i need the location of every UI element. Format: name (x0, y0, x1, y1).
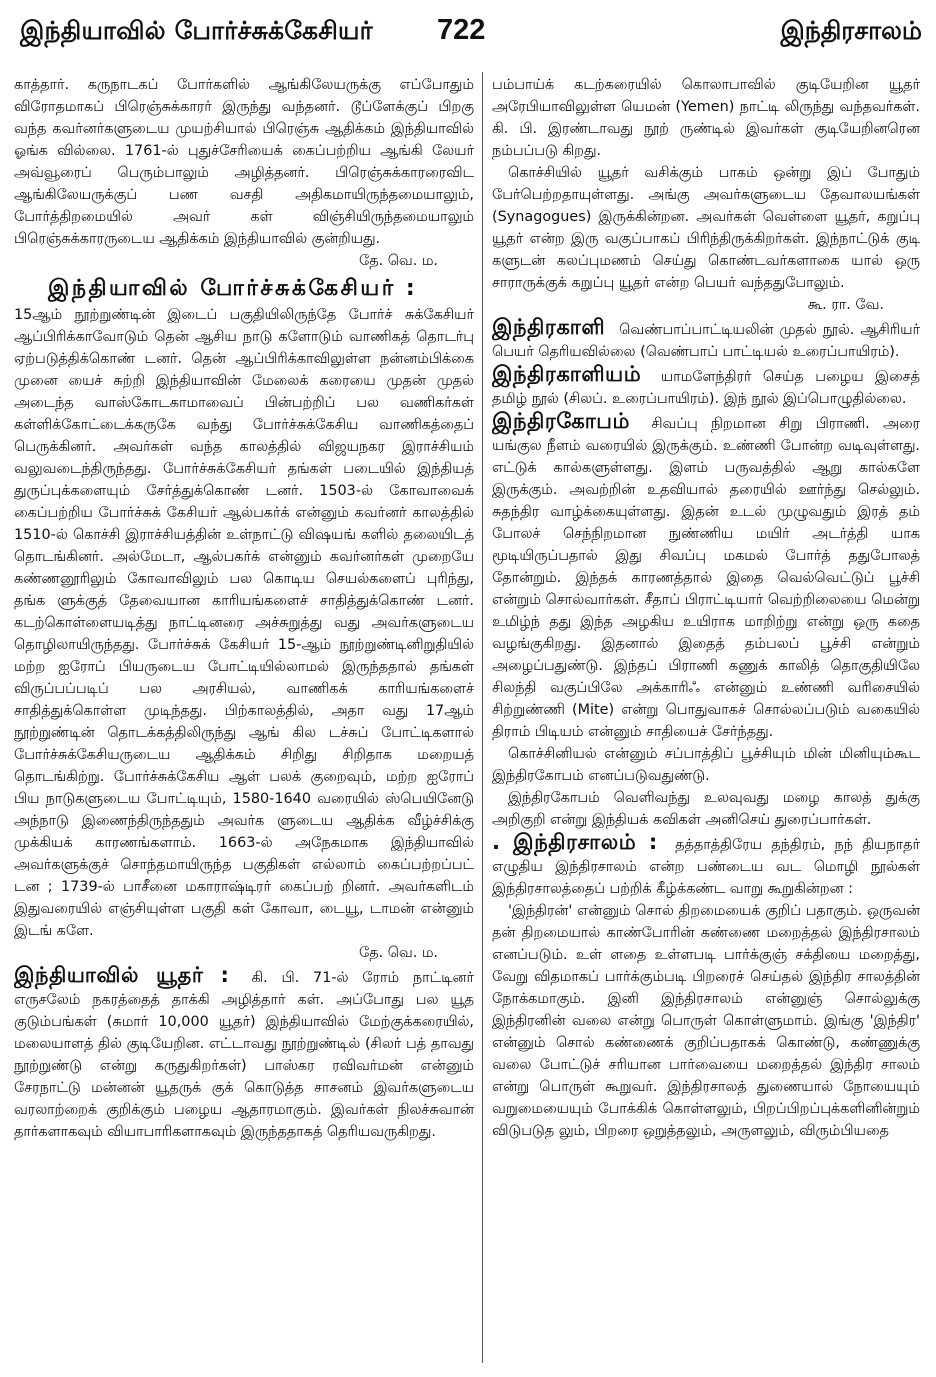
running-header (0, 0, 936, 60)
entry (14, 964, 474, 1143)
right-column (492, 74, 920, 1365)
left-column (14, 74, 474, 1365)
paragraph (14, 304, 474, 964)
paragraph (492, 787, 920, 831)
paragraph-text: 'இந்திரன்' என்னும் சொல் திறமையைக் குறிப் பதாகும். ஒருவன் தன் திறமையால் காண்போரின் கண்ணை மறைத்தல் இந்திரசாலம் எனப்படும். உள் ளதை உள்ளபடி பார்க்குஞ் சக்தியை மறைத்து, வேறு விதமாகப் பார்க்கும்படி பிறரைச் செய்தல் இந்திர சாலத்தின் நோக்கமாகும். இனி இந்திரசாலம் என்னுஞ் சொல்லுக்கு இந்திரனின் வலை என்று பொருள் கொள்ளுமாம். இங்கு 'இந்திர' என்னும் சொல் கண்ணைக் குறிப்பதாகக் கொண்டு, கண்ணுக்கு வலை போட்டுச் சரியான பார்வையை மறைத்தல் இந்திர சாலம் என்று பொருள் கூறுவர். இந்திரசாலத் துணையால் நோயையும் வறுமையையும் போக்கிக் கொள்ளலும், பிறப்பிறப்புக்களினின்றும் விடுபடுத லும், பிறரை ஒறுத்தலும், அருளலும், விரும்பியதை (492, 903, 920, 1139)
entry (492, 831, 920, 900)
header-left-title: இந்தியாவில் போர்ச்சுக்கேசியர் (20, 16, 373, 45)
header-right-title: இந்திரசாலம் (780, 16, 922, 45)
paragraph (492, 74, 920, 162)
entry-text: தத்தாத்திரேய தந்திரம், நந் தியநாதர் எழுதிய இந்திரசாலம் என்ற பண்டைய வட மொழி நூல்கள் இந்திரசாலத்தைப் பற்றிக் கீழ்க்கண்ட வாறு கூறுகின்றன : (492, 837, 920, 897)
page-number: 722 (437, 14, 486, 46)
paragraph (492, 162, 920, 316)
paragraph-text: 15ஆம் நூற்றுண்டின் இடைப் பகுதியிலிருந்தே போர்ச் சுக்கேசியர் ஆப்பிரிக்காவோடும் தென் ஆசிய நாடு களோடும் வாணிகத் தொடர்பு ஏற்படுத்திக்கொண் டனர். தென் ஆப்பிரிக்காவிலுள்ள நன்னம்பிக்கை முனை யைச் சுற்றி இந்தியாவின் மேலைக் கரையை முதன் முதல் அடைந்த வாஸ்கோடகாமாவைப் பின்பற்றிப் பல வணிகர்கள் கள்ளிக்கோட்டைக்கருகே வந்து போர்ச்சுக்கேசிய வாணிகத்தைப் பெருக்கினர். அவர்கள் வந்த காலத்தில் விஜயநகர இராச்சியம் வலுவடைந்திருந்தது. போர்ச்சுக்கேசியர் தங்கள் படையில் இந்தியத் துருப்புக்களையும் சேர்த்துக்கொண் டனர். 1503-ல் கோவாவைக் கைப்பற்றிய போர்ச்சுக் கேசியர் ஆல்பகர்க் என்னும் கவர்னர் காலத்தில் 1510-ல் கொச்சி இராச்சியத்தின் உள்நாட்டு விஷயங் களில் தலையிடத் தொடங்கினர். அல்மேடா, ஆல்பகர்க் என்னும் கவர்னர்கள் முறையே கண்ணனூரிலும் கோவாவிலும் பல கொடிய செயல்களைப் புரிந்து, தங்க ளுக்குத் தேவையான காரியங்களைச் சாதித்துக்கொண் டனர். கடற்கொள்ளையடித்து நாட்டினரை அச்சுறுத்து வது அவர்களுடைய தொழிலாயிருந்தது. போர்ச்சுக் கேசியர் 15-ஆம் நூற்றுண்டினிறுதியில் மற்ற ஐரோப் பியருடைய போட்டியில்லாமல் இருந்ததால் தங்கள் விருப்பப்படிப் பல அரசியல், வாணிகக் காரியங்களைச் சாதித்துக்கொள்ள முடிந்தது. பிற்காலத்தில், அதா வது 17ஆம் நூற்றுண்டின் தொடக்கத்திலிருந்து ஆங் கில டச்சுப் போட்டிகளால் போர்ச்சுக்கேசியருடைய ஆதிக்கம் சிறிது சிறிதாக மறையத் தொடங்கிற்று. போர்ச்சுக்கேசிய ஆள் பலக் குறைவும், மற்ற ஐரோப் பிய நாடுகளுடைய போட்டியும், 1580-1640 வரையில் ஸ்பெயினேடு அந்நாடு இணைந்திருந்ததும் அவர்க ளுடைய ஆதிக்க வீழ்ச்சிக்கு முக்கியக் காரணங்களாம். 1663-ல் அநேகமாக இந்தியாவில் அவர்களுக்குச் சொந்தமாயிருந்த பகுதிகள் எல்லாம் கைப்பற்றப்பட் டன ; 1739-ல் பாசீனை மகாராஷ்டிரர் கைப்பற் றினர். அவர்களிடம் இதுவரையில் எஞ்சியுள்ள பகுதி கள் கோவா, டையூ, டாமன் என்னும் இடங் களே. (14, 307, 474, 939)
paragraph-text: பம்பாய்க் கடற்கரையில் கொலாபாவில் குடியேறின யூதர் அரேபியாவிலுள்ள யெமன் (Yemen) நாட்டி லிருந்து வந்தவர்கள். கி. பி. இரண்டாவது நூற் ருண்டில் இவர்கள் குடியேறினரென நம்பப்படு கிறது. (492, 77, 920, 159)
entry-headword: இந்திரகாளியம் (492, 362, 642, 386)
entry-text: கி. பி. 71-ல் ரோம் நாட்டினர் எருசலேம் நகரத்தைத் தாக்கி அழித்தார் கள். அப்போது பல யூத குடும்பங்கள் (சுமார் 10,000 யூதர்) இந்தியாவில் மேற்குக்கரையில், மலையாளத் தில் குடியேறின. எட்டாவது நூற்றுண்டில் (சிலர் பத் தாவது நூற்றுண்டு என்று கருதுகிறர்கள்) பாஸ்கர ரவிவர்மன் என்னும் சேரநாட்டு மன்னன் யூதருக் குக் கொடுத்த சாசனம் இவர்களுடைய வரலாற்றைக் குறிக்கும் பழைய ஆதாரமாகும். இவர்கள் நிலச்சுவான் தார்களாகவும் வியாபாரிகளாகவும் இருந்ததாகத் தெரியவருகிறது. (14, 970, 474, 1140)
paragraph-text: கொச்சியில் யூதர் வசிக்கும் பாகம் ஒன்று இப் போதும் பேர்பெற்றதாயுள்ளது. அங்கு அவர்களுடைய தேவாலயங்கள் (Synagogues) இருக்கின்றன. அவர்கள் வெள்ளை யூதர், கறுப்பு யூதர் என்ற இரு வகுப்பாகப் பிரிந்திருக்கிறர்கள். இந்நாட்டுக் குடி களுடன் கலப்புமணம் செய்து கொண்டவர்களாகை யால் ஒரு சாராருக்குக் கறுப்பு யூதர் என்ற பெயர் வந்ததுபோலும். (492, 165, 920, 291)
column-divider (482, 72, 483, 1363)
entry-headword: இந்தியாவில் யூதர் : (14, 963, 230, 987)
entry-headword: இந்திரகாளி (492, 315, 606, 339)
entry (492, 410, 920, 743)
paragraph (14, 74, 474, 272)
author-initials: தே. வெ. ம. (358, 253, 438, 269)
paragraph-text: இந்திரகோபம் வெளிவந்து உலவுவது மழை காலத் துக்கு அறிகுறி என்று இந்தியக் கவிகள் அனிசெய் துரைப்பார்கள். (492, 790, 920, 828)
entry-text: வெண்பாப்பாட்டியலின் முதல் நூல். ஆசிரியர் பெயர் தெரியவில்லை (வெண்பாப் பாட்டியல் உரைப்பாயிரம்). (492, 322, 920, 360)
entry (492, 363, 920, 410)
author-initials: கூ. ரா. வே. (807, 297, 884, 313)
entry-headword: . இந்திரசாலம் : (492, 830, 658, 854)
author-initials: தே. வெ. ம. (358, 945, 438, 961)
entry-headword: இந்திரகோபம் (492, 409, 630, 433)
entry-text: யாமளேந்திரர் செய்த பழைய இசைத் தமிழ் நூல் (சிலப். உரைப்பாயிரம்). இந் நூல் இப்பொழுதில்லை. (492, 369, 920, 407)
entry-text: சிவப்பு நிறமான சிறு பிராணி. அரை யங்குல நீளம் வரையில் இருக்கும். உண்ணி போன்ற வடிவுள்ளது. எட்டுக் கால்களுள்ளது. இளம் பருவத்தில் ஆறு கால்களே இருக்கும். அவற்றின் உதவியால் தரையில் ஊர்ந்து செல்லும். சுதந்திர வாழ்க்கையுள்ளது. இதன் உடல் முழுவதும் இரத் தம் போலச் செந்நிறமான நுண்ணிய மயிர் அடர்த்தி யாக மூடியிருப்பதால் இது சிவப்பு மகமல் போர்த் ததுபோலத் தோன்றும். இந்தக் காரணத்தால் இதை வெல்வெட்டுப் பூச்சி என்றும் சொல்வார்கள். சீதாப் பிராட்டியார் வெற்றிலையை மென்று உமிழ்ந் தது இந்த அழகிய உயிராக மாறிற்று என்று ஒரு கதை வழங்குகிறது. இதனால் இதைத் தம்பலப் பூச்சி என்றும் அழைப்பதுண்டு. இந்தப் பிராணி கணுக் காலித் தொகுதியிலே சிலந்தி வகுப்பிலே அக்காரிஃ என்னும் உண்ணி வரிசையில் சிற்றுண்ணி (Mite) என்று பொதுவாகச் சொல்லப்படும் வகையில் திராம் பிடியம் என்னும் சாதியைச் சேர்ந்தது. (492, 416, 920, 740)
paragraph-text: கொச்சினியல் என்னும் சப்பாத்திப் பூச்சியும் மின் மினியும்கூட இந்திரகோபம் எனப்படுவதுண்டு. (492, 746, 920, 784)
paragraph-text: காத்தார். கருநாடகப் போர்களில் ஆங்கிலேயருக்கு எப்போதும் விரோதமாகப் பிரெஞ்சுக்காரர் இருந்து வந்தனர். டூப்ளேக்குப் பிறகு வந்த கவர்னர்களுடைய முயற்சியால் பிரெஞ்சு ஆதிக்கம் இந்தியாவில் ஓங்க வில்லை. 1761-ல் புதுச்சேரியைக் கைப்பற்றிய ஆங்கி லேயர் அவ்வூரைப் பெரும்பாலும் அழித்தனர். பிரெஞ்சுக்காரரைவிட ஆங்கிலேயருக்குப் பண வசதி அதிகமாயிருந்தமையாலும், போர்த்திறமையில் அவர் கள் விஞ்சியிருந்தமையாலும் பிரெஞ்சுக்காரருடைய ஆதிக்கம் இந்தியாவில் குன்றியது. (14, 77, 474, 247)
entry-headword: இந்தியாவில் போர்ச்சுக்கேசியர் : (48, 276, 418, 301)
paragraph (492, 900, 920, 1142)
paragraph (492, 743, 920, 787)
entry (492, 316, 920, 363)
